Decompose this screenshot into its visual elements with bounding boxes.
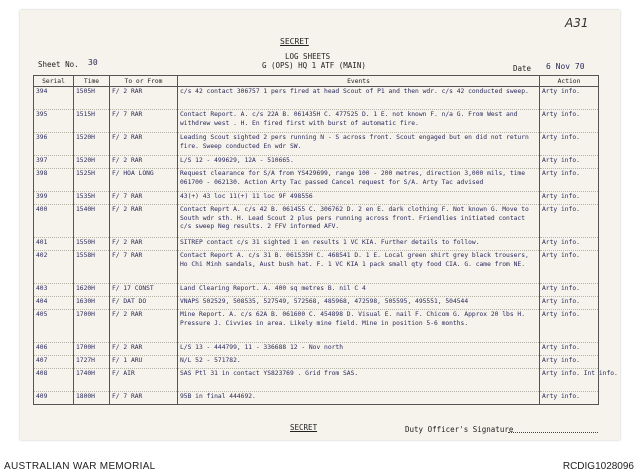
table-row bbox=[34, 205, 599, 238]
time-cell: 1620H bbox=[74, 284, 110, 297]
to-from-cell: F/ 1 ARU bbox=[110, 356, 178, 369]
time-cell: 1800H bbox=[74, 392, 110, 405]
to-from-cell: F/ 2 RAR bbox=[110, 87, 178, 110]
time-cell: 1540H bbox=[74, 205, 110, 238]
table-row bbox=[34, 156, 599, 169]
record-id: RCDIG1028096 bbox=[562, 461, 634, 472]
time-cell: 1525H bbox=[74, 169, 110, 192]
to-from-cell: F/ 7 RAR bbox=[110, 192, 178, 205]
serial-cell: 400 bbox=[34, 205, 74, 238]
events-cell: L/S 13 - 444799, 11 - 336688 12 - Nov north bbox=[178, 343, 540, 356]
to-from-cell: F/ 2 RAR bbox=[110, 343, 178, 356]
table-row bbox=[34, 238, 599, 251]
duty-officer-label: Duty Officer's Signature bbox=[405, 425, 514, 434]
date-label: Date bbox=[513, 64, 532, 73]
events-cell: Request clearance for S/A from YS429699, range 100 - 200 metres, direction 3,000 mils, time 061700 - 062130. Action Arty Tac passed Cancel request for S/A. Arty Tac advised bbox=[178, 169, 540, 192]
events-cell: 43(+) 43 loc 11(+) 11 loc 9F 498556 bbox=[178, 192, 540, 205]
action-cell: Arty info. bbox=[540, 310, 599, 343]
events-cell: SITREP contact c/s 31 sighted 1 en results 1 VC KIA. Further details to follow. bbox=[178, 238, 540, 251]
time-cell: 1630H bbox=[74, 297, 110, 310]
to-from-cell: F/ 2 RAR bbox=[110, 310, 178, 343]
action-cell: Arty info. bbox=[540, 238, 599, 251]
table-row bbox=[34, 133, 599, 156]
table-row bbox=[34, 343, 599, 356]
events-cell: 95B in final 444692. bbox=[178, 392, 540, 405]
column-header-time: Time bbox=[74, 76, 110, 87]
column-header-events: Events bbox=[178, 76, 540, 87]
serial-cell: 394 bbox=[34, 87, 74, 110]
action-cell: Arty info. bbox=[540, 343, 599, 356]
to-from-cell: F/ 17 CONST bbox=[110, 284, 178, 297]
time-cell: 1505H bbox=[74, 87, 110, 110]
time-cell: 1520H bbox=[74, 156, 110, 169]
reference-annotation: A31 bbox=[565, 16, 589, 30]
serial-cell: 398 bbox=[34, 169, 74, 192]
serial-cell: 395 bbox=[34, 110, 74, 133]
to-from-cell: F/ 7 RAR bbox=[110, 110, 178, 133]
time-cell: 1520H bbox=[74, 133, 110, 156]
action-cell: Arty info. bbox=[540, 284, 599, 297]
table-row bbox=[34, 169, 599, 192]
serial-cell: 406 bbox=[34, 343, 74, 356]
action-cell: Arty info. bbox=[540, 251, 599, 284]
action-cell: Arty info. bbox=[540, 297, 599, 310]
time-cell: 1515H bbox=[74, 110, 110, 133]
sheet-label: Sheet No. bbox=[38, 60, 79, 69]
events-cell: c/s 42 contact 306757 1 pers fired at head Scout of P1 and then wdr. c/s 42 conducted sweep. bbox=[178, 87, 540, 110]
table-row bbox=[34, 369, 599, 392]
action-cell: Arty info. bbox=[540, 156, 599, 169]
time-cell: 1727H bbox=[74, 356, 110, 369]
to-from-cell: F/ 7 RAR bbox=[110, 392, 178, 405]
column-header-serial: Serial bbox=[34, 76, 74, 87]
time-cell: 1740H bbox=[74, 369, 110, 392]
column-header-action: Action bbox=[540, 76, 599, 87]
table-row bbox=[34, 87, 599, 110]
to-from-cell: F/ 2 RAR bbox=[110, 205, 178, 238]
action-cell: Arty info. Int info. bbox=[540, 369, 599, 392]
time-cell: 1700H bbox=[74, 343, 110, 356]
to-from-cell: F/ 2 RAR bbox=[110, 156, 178, 169]
table-row bbox=[34, 110, 599, 133]
events-cell: SAS Ptl 31 in contact YS823769 . Grid from SAS. bbox=[178, 369, 540, 392]
to-from-cell: F/ HOA LONG bbox=[110, 169, 178, 192]
events-cell: Contact Report A. c/s 31 B. 061535H C. 468541 D. 1 E. Local green shirt grey black trousers, Ho Chi Minh sandals, Aust bush hat. F. 1 VC KIA 1 pack small qty food CIA. G. came from NE. bbox=[178, 251, 540, 284]
events-cell: N/L 52 - 571782. bbox=[178, 356, 540, 369]
signature-line bbox=[508, 432, 598, 433]
to-from-cell: F/ DAT DO bbox=[110, 297, 178, 310]
events-cell: Contact Report. A. c/s 22A B. 061435H C. 477525 D. 1 E. not known F. n/a G. From West and withdrew west . H. En fired first with burst of automatic fire. bbox=[178, 110, 540, 133]
column-header-to-from: To or From bbox=[110, 76, 178, 87]
serial-cell: 404 bbox=[34, 297, 74, 310]
table-row bbox=[34, 356, 599, 369]
action-cell: Arty info. bbox=[540, 169, 599, 192]
serial-cell: 396 bbox=[34, 133, 74, 156]
document-title: LOG SHEETS bbox=[285, 52, 331, 61]
table-row bbox=[34, 310, 599, 343]
events-cell: Mine Report. A. c/s 62A B. 061600 C. 454898 D. Visual E. nail F. Chicom G. Approx 20 lbs H. Pressure J. Civvies in area. Likely mine field. Mine in position 5-6 months. bbox=[178, 310, 540, 343]
time-cell: 1700H bbox=[74, 310, 110, 343]
classification-header: SECRET bbox=[280, 37, 309, 46]
time-cell: 1550H bbox=[74, 238, 110, 251]
classification-footer: SECRET bbox=[290, 423, 318, 432]
serial-cell: 405 bbox=[34, 310, 74, 343]
table-row bbox=[34, 251, 599, 284]
table-header-row bbox=[34, 76, 599, 87]
events-cell: VNAPS 502529, 508535, 527549, 572568, 485968, 472598, 505595, 495551, 504544 bbox=[178, 297, 540, 310]
time-cell: 1535H bbox=[74, 192, 110, 205]
table-row bbox=[34, 284, 599, 297]
serial-cell: 408 bbox=[34, 369, 74, 392]
document-unit: G (OPS) HQ 1 ATF (MAIN) bbox=[262, 61, 366, 70]
log-entries bbox=[34, 87, 618, 405]
to-from-cell: F/ 2 RAR bbox=[110, 238, 178, 251]
action-cell: Arty info. bbox=[540, 110, 599, 133]
institution-credit: AUSTRALIAN WAR MEMORIAL bbox=[4, 461, 156, 472]
events-cell: Leading Scout sighted 2 pers running N - S across front. Scout engaged but en did not return fire. Sweep conducted En wdr SW. bbox=[178, 133, 540, 156]
serial-cell: 409 bbox=[34, 392, 74, 405]
serial-cell: 401 bbox=[34, 238, 74, 251]
action-cell: Arty info. bbox=[540, 192, 599, 205]
events-cell: Land Clearing Report. A. 400 sq metres B. nil C 4 bbox=[178, 284, 540, 297]
table-row bbox=[34, 392, 599, 405]
action-cell: Arty info. bbox=[540, 205, 599, 238]
log-table bbox=[33, 75, 618, 405]
to-from-cell: F/ 2 RAR bbox=[110, 133, 178, 156]
action-cell: Arty info. bbox=[540, 133, 599, 156]
events-cell: L/S 12 - 499629, 12A - 510665. bbox=[178, 156, 540, 169]
table-row bbox=[34, 192, 599, 205]
action-cell: Arty info. bbox=[540, 356, 599, 369]
serial-cell: 402 bbox=[34, 251, 74, 284]
time-cell: 1558H bbox=[74, 251, 110, 284]
serial-cell: 397 bbox=[34, 156, 74, 169]
table-row bbox=[34, 297, 599, 310]
date-value: 6 Nov 70 bbox=[546, 62, 585, 71]
sheet-number: 30 bbox=[88, 58, 98, 67]
serial-cell: 407 bbox=[34, 356, 74, 369]
to-from-cell: F/ 7 RAR bbox=[110, 251, 178, 284]
action-cell: Arty info. bbox=[540, 392, 599, 405]
action-cell: Arty info. bbox=[540, 87, 599, 110]
serial-cell: 403 bbox=[34, 284, 74, 297]
events-cell: Contact Reprt A. c/s 42 B. 061455 C. 306762 D. 2 en E. dark clothing F. Not known G. Move to South wdr sth. H. Lead Scout 2 plus pers running across front. Friendlies initiated contact c/s sweep Neg results. 2 FFV informed AFV. bbox=[178, 205, 540, 238]
to-from-cell: F/ AIR bbox=[110, 369, 178, 392]
serial-cell: 399 bbox=[34, 192, 74, 205]
